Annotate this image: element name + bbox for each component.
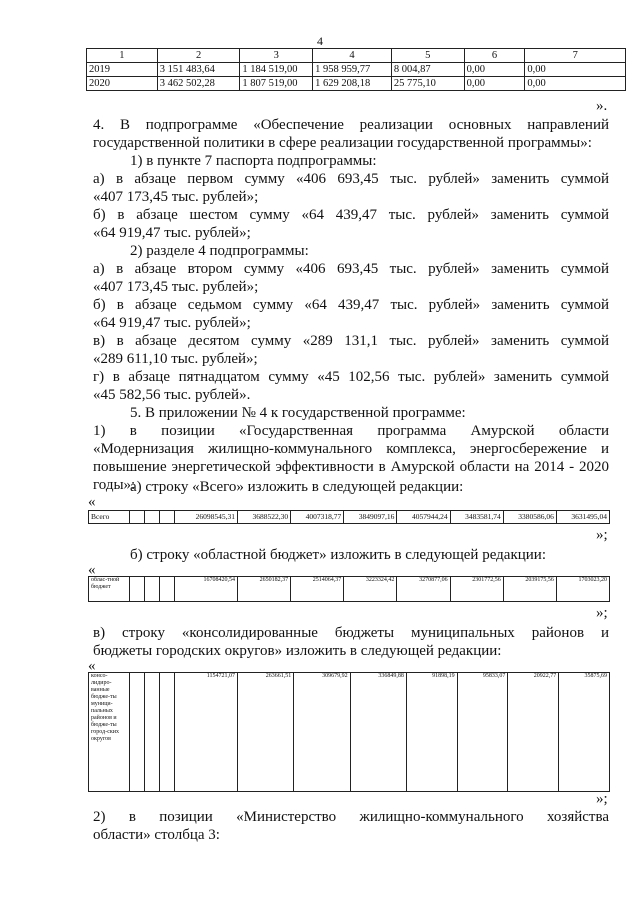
header-cell: 4: [313, 49, 392, 63]
end-quote: »;: [596, 791, 608, 807]
empty-cell: [160, 673, 175, 792]
page-number: 4: [317, 34, 323, 48]
paragraph-line: повышение энергетической эффективности в Амурской области на 2014 - 2020: [93, 459, 609, 475]
table-cell: 0,00: [464, 63, 525, 77]
table-cell: 1 958 959,77: [313, 63, 392, 77]
table-cell: 3688522,30: [238, 511, 291, 524]
paragraph-line: б) в абзаце шестом сумму «64 439,47 тыс. рублей» заменить суммой: [93, 207, 609, 223]
paragraph-line: «64 919,47 тыс. рублей»;: [93, 315, 251, 331]
end-quote: »;: [596, 527, 608, 543]
paragraph-line: 2) в позиции «Министерство жилищно-коммунального хозяйства: [93, 809, 609, 825]
end-quote: »;: [596, 605, 608, 621]
paragraph-line: «45 582,56 тыс. рублей».: [93, 387, 251, 403]
empty-cell: [130, 577, 145, 602]
header-cell: 1: [87, 49, 158, 63]
paragraph-line: «407 173,45 тыс. рублей»;: [93, 279, 259, 295]
closing-quote: ».: [596, 98, 608, 114]
table-cell: 3380586,06: [503, 511, 556, 524]
row-label: Всего: [89, 511, 130, 524]
table-cell: 3849097,16: [344, 511, 397, 524]
paragraph-line: «289 611,10 тыс. рублей»;: [93, 351, 258, 367]
empty-cell: [130, 673, 145, 792]
paragraph-line: 1) в пункте 7 паспорта подпрограммы:: [130, 153, 377, 169]
table-header-row: [87, 49, 626, 63]
row-label: облас-тной бюджет: [89, 577, 130, 602]
table-row: [89, 511, 610, 524]
paragraph-line: «Модернизация жилищно-коммунального комплекса, энергосбережение и: [93, 441, 609, 457]
paragraph-line: а) строку «Всего» изложить в следующей редакции:: [130, 479, 464, 495]
table-cell: 35875,69: [559, 673, 610, 792]
paragraph-line: государственной политики в сфере реализации государственной программы»:: [93, 135, 592, 151]
table-cell: 4057944,24: [397, 511, 450, 524]
table-cell: 0,00: [525, 63, 626, 77]
table-cell: 2514064,37: [291, 577, 344, 602]
total-row-table: [88, 510, 610, 524]
table-cell: 20922,77: [508, 673, 559, 792]
table-cell: 26098545,31: [175, 511, 238, 524]
table-cell: 336849,88: [350, 673, 406, 792]
table-cell: 309679,92: [294, 673, 350, 792]
paragraph-line: в) в абзаце десятом сумму «289 131,1 тыс. рублей» заменить суммой: [93, 333, 609, 349]
table-cell: 3270877,06: [397, 577, 450, 602]
regional-row-table: [88, 576, 610, 602]
paragraph-line: б) строку «областной бюджет» изложить в следующей редакции:: [130, 547, 547, 563]
header-cell: 2: [157, 49, 240, 63]
paragraph-line: а) в абзаце втором сумму «406 693,45 тыс. рублей» заменить суммой: [93, 261, 609, 277]
paragraph-line: г) в абзаце пятнадцатом сумму «45 102,56 тыс. рублей» заменить суммой: [93, 369, 609, 385]
paragraph-line: «64 919,47 тыс. рублей»;: [93, 225, 251, 241]
table-row: [89, 577, 610, 602]
paragraph-line: 5. В приложении № 4 к государственной программе:: [130, 405, 466, 421]
paragraph-line: 4. В подпрограмме «Обеспечение реализации основных направлений: [93, 117, 609, 133]
header-cell: 5: [391, 49, 464, 63]
table-cell: 2301772,56: [450, 577, 503, 602]
paragraph-line: «407 173,45 тыс. рублей»;: [93, 189, 259, 205]
paragraph-line: области» столбца 3:: [93, 827, 220, 843]
paragraph-line: 1) в позиции «Государственная программа Амурской области: [93, 423, 609, 439]
paragraph-line: годы»:: [93, 477, 136, 493]
paragraph-line: бюджеты городских округов» изложить в следующей редакции:: [93, 643, 502, 659]
table-cell: 16708420,54: [175, 577, 238, 602]
table-cell: 3223324,42: [344, 577, 397, 602]
table-cell: 91898,19: [406, 673, 457, 792]
header-cell: 6: [464, 49, 525, 63]
empty-cell: [130, 511, 145, 524]
empty-cell: [145, 577, 160, 602]
empty-cell: [145, 511, 160, 524]
table-cell: 0,00: [464, 77, 525, 91]
table-row: [87, 77, 626, 91]
table-cell: 1703023,20: [556, 577, 609, 602]
row-label: консо-лидиро-ванные бюдже-ты муници-пальных районов и бюдже-ты город-ских округов: [89, 673, 130, 792]
table-cell: 25 775,10: [391, 77, 464, 91]
table-cell: 8 004,87: [391, 63, 464, 77]
budget-table-top: [86, 48, 626, 91]
header-cell: 3: [240, 49, 313, 63]
empty-cell: [145, 673, 160, 792]
paragraph-line: 2) разделе 4 подпрограммы:: [130, 243, 309, 259]
table-cell: 2020: [87, 77, 158, 91]
paragraph-line: б) в абзаце седьмом сумму «64 439,47 тыс. рублей» заменить суммой: [93, 297, 609, 313]
table-cell: 1154721,07: [175, 673, 238, 792]
header-cell: 7: [525, 49, 626, 63]
open-quote: «: [88, 562, 96, 578]
table-cell: 3483581,74: [450, 511, 503, 524]
empty-cell: [160, 577, 175, 602]
table-cell: 2019: [87, 63, 158, 77]
table-cell: 2650182,37: [238, 577, 291, 602]
consolidated-row-table: [88, 672, 610, 792]
table-cell: 3 462 502,28: [157, 77, 240, 91]
table-cell: 1 184 519,00: [240, 63, 313, 77]
table-cell: 95833,07: [457, 673, 508, 792]
table-cell: 263661,51: [238, 673, 294, 792]
table-cell: 1 629 208,18: [313, 77, 392, 91]
table-cell: 3 151 483,64: [157, 63, 240, 77]
open-quote: «: [88, 658, 96, 674]
table-row: [89, 673, 610, 792]
table-cell: 2039175,56: [503, 577, 556, 602]
table-row: [87, 63, 626, 77]
paragraph-line: а) в абзаце первом сумму «406 693,45 тыс. рублей» заменить суммой: [93, 171, 609, 187]
empty-cell: [160, 511, 175, 524]
paragraph-line: в) строку «консолидированные бюджеты муниципальных районов и: [93, 625, 609, 641]
open-quote: «: [88, 494, 96, 510]
table-cell: 1 807 519,00: [240, 77, 313, 91]
table-cell: 0,00: [525, 77, 626, 91]
table-cell: 4007318,77: [291, 511, 344, 524]
table-cell: 3631495,04: [556, 511, 609, 524]
